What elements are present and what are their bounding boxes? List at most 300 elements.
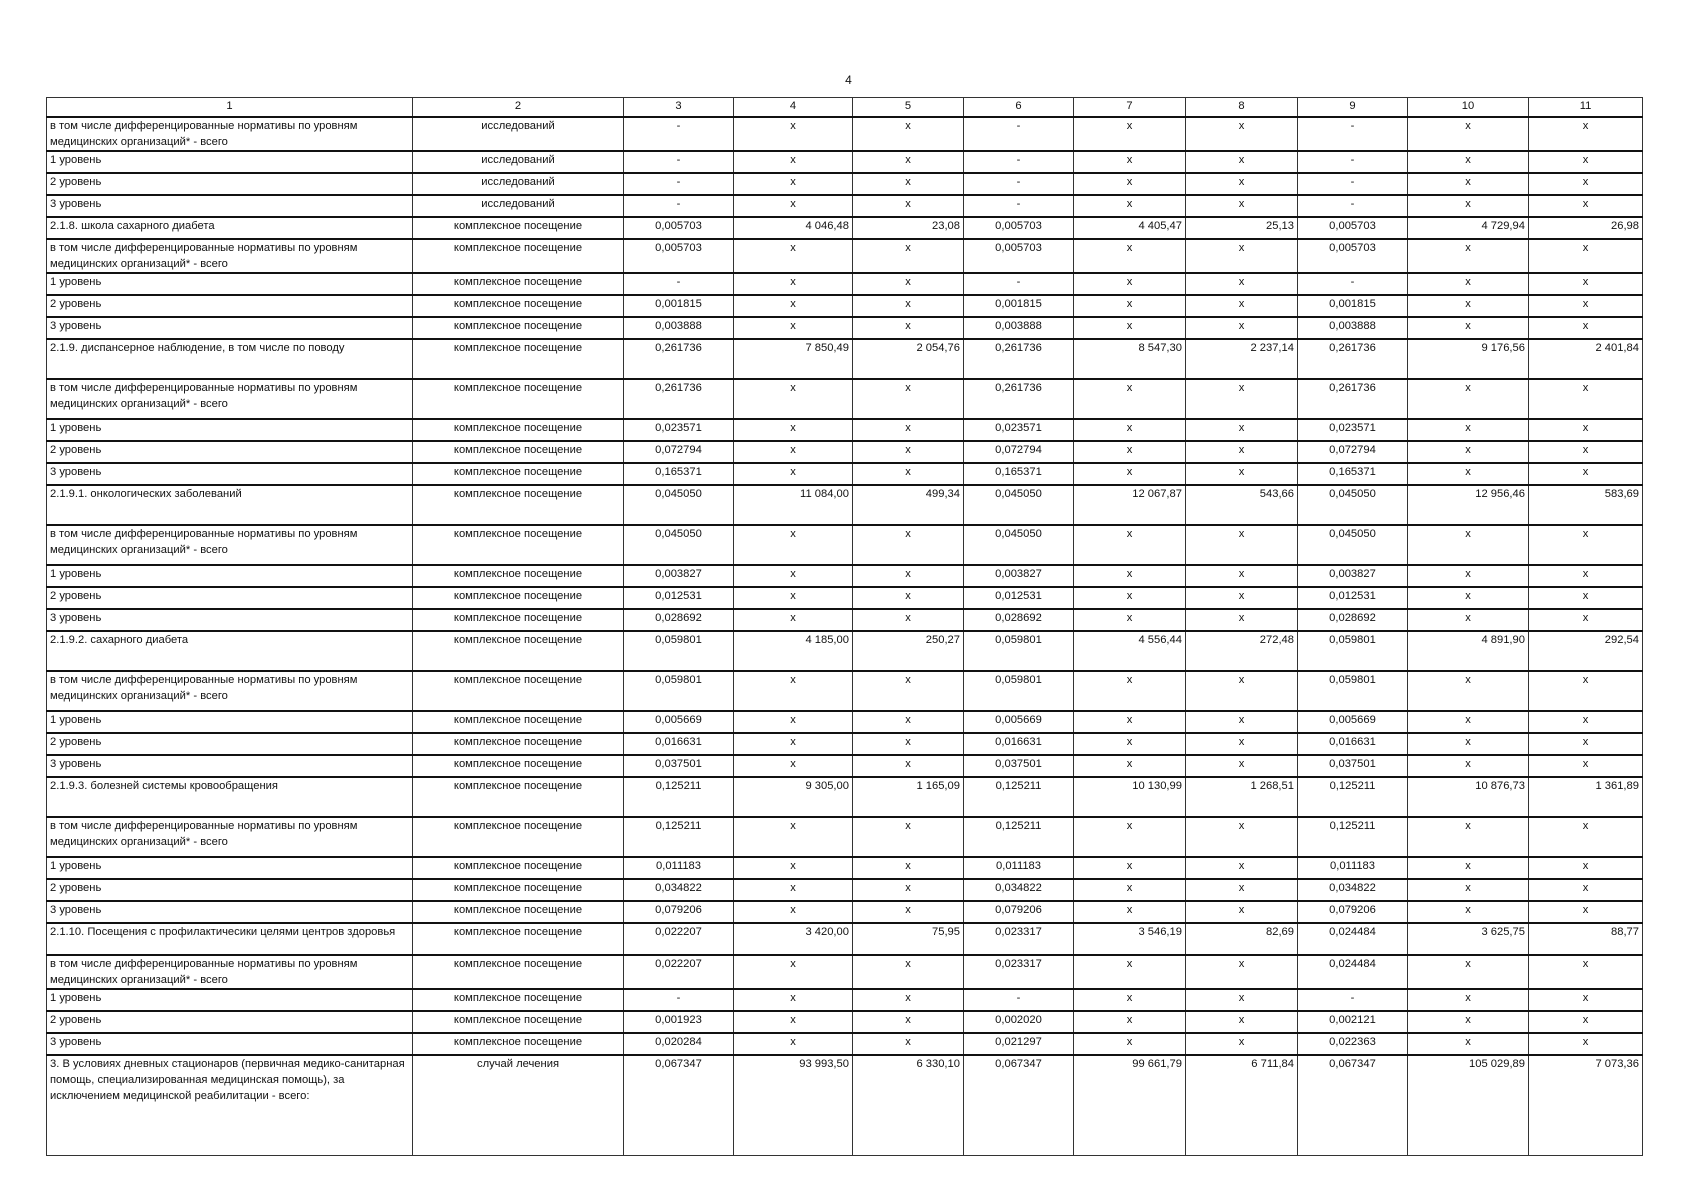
value-cell: х [1408, 879, 1529, 901]
value-cell: х [1074, 317, 1186, 339]
column-number: 7 [1074, 98, 1186, 118]
unit-cell: комплексное посещение [413, 485, 624, 525]
value-cell: 0,059801 [624, 671, 734, 711]
unit-cell: комплексное посещение [413, 817, 624, 857]
table-row [47, 339, 1643, 379]
value-cell: х [1074, 901, 1186, 923]
value-cell: 583,69 [1529, 485, 1643, 525]
value-cell: 2 237,14 [1186, 339, 1298, 379]
value-cell: 0,067347 [1298, 1055, 1408, 1155]
value-cell: х [1186, 817, 1298, 857]
value-cell: х [734, 441, 853, 463]
value-cell: 0,023571 [1298, 419, 1408, 441]
value-cell: х [853, 989, 964, 1011]
value-cell: х [1529, 587, 1643, 609]
table-row [47, 631, 1643, 671]
value-cell: 0,023571 [624, 419, 734, 441]
value-cell: 7 073,36 [1529, 1055, 1643, 1155]
unit-cell: комплексное посещение [413, 989, 624, 1011]
value-cell: х [1074, 755, 1186, 777]
value-cell: х [734, 239, 853, 273]
value-cell: 0,079206 [624, 901, 734, 923]
value-cell: х [853, 117, 964, 151]
value-cell: х [1529, 195, 1643, 217]
value-cell: 88,77 [1529, 923, 1643, 955]
value-cell: х [1529, 609, 1643, 631]
row-label-cell: в том числе дифференцированные нормативы по уровням медицинских организаций* - всего [47, 525, 413, 565]
value-cell: х [1074, 733, 1186, 755]
value-cell: 0,261736 [964, 339, 1074, 379]
value-cell: х [1074, 671, 1186, 711]
value-cell: 10 130,99 [1074, 777, 1186, 817]
value-cell: 25,13 [1186, 217, 1298, 239]
value-cell: х [734, 711, 853, 733]
table-row [47, 711, 1643, 733]
value-cell: 0,021297 [964, 1033, 1074, 1055]
value-cell: 0,079206 [964, 901, 1074, 923]
table-row [47, 955, 1643, 989]
row-label-cell: в том числе дифференцированные нормативы по уровням медицинских организаций* - всего [47, 117, 413, 151]
value-cell: 1 165,09 [853, 777, 964, 817]
value-cell: х [1074, 857, 1186, 879]
value-cell: х [1074, 879, 1186, 901]
value-cell: х [853, 901, 964, 923]
unit-cell: комплексное посещение [413, 273, 624, 295]
value-cell: х [1529, 173, 1643, 195]
unit-cell: комплексное посещение [413, 419, 624, 441]
table-row [47, 901, 1643, 923]
value-cell: х [1529, 711, 1643, 733]
value-cell: 0,022207 [624, 955, 734, 989]
value-cell: х [1529, 295, 1643, 317]
value-cell: 0,005703 [1298, 217, 1408, 239]
value-cell: х [1186, 755, 1298, 777]
value-cell: 82,69 [1186, 923, 1298, 955]
value-cell: - [964, 195, 1074, 217]
value-cell: х [734, 817, 853, 857]
value-cell: 0,005703 [964, 217, 1074, 239]
column-number: 8 [1186, 98, 1298, 118]
value-cell: 0,005703 [964, 239, 1074, 273]
value-cell: х [1074, 195, 1186, 217]
unit-cell: комплексное посещение [413, 1011, 624, 1033]
row-label-cell: в том числе дифференцированные нормативы по уровням медицинских организаций* - всего [47, 955, 413, 989]
value-cell: х [1529, 817, 1643, 857]
value-cell: 12 067,87 [1074, 485, 1186, 525]
value-cell: х [1529, 755, 1643, 777]
value-cell: 12 956,46 [1408, 485, 1529, 525]
value-cell: 0,125211 [624, 817, 734, 857]
table-row [47, 525, 1643, 565]
value-cell: х [1074, 441, 1186, 463]
value-cell: 4 185,00 [734, 631, 853, 671]
value-cell: х [1186, 857, 1298, 879]
value-cell: х [1529, 317, 1643, 339]
value-cell: х [1074, 419, 1186, 441]
table-row [47, 173, 1643, 195]
value-cell: х [853, 525, 964, 565]
value-cell: х [1408, 273, 1529, 295]
value-cell: х [1529, 441, 1643, 463]
value-cell: х [1408, 151, 1529, 173]
value-cell: х [853, 173, 964, 195]
row-label-cell: в том числе дифференцированные нормативы по уровням медицинских организаций* - всего [47, 379, 413, 419]
value-cell: 0,125211 [964, 817, 1074, 857]
value-cell: х [1408, 117, 1529, 151]
value-cell: х [853, 711, 964, 733]
value-cell: 1 361,89 [1529, 777, 1643, 817]
value-cell: х [1408, 239, 1529, 273]
value-cell: х [1186, 1011, 1298, 1033]
value-cell: 0,059801 [964, 631, 1074, 671]
row-label-cell: 2.1.10. Посещения с профилактичесики целями центров здоровья [47, 923, 413, 955]
row-label-cell: 3 уровень [47, 317, 413, 339]
value-cell: 9 305,00 [734, 777, 853, 817]
value-cell: х [853, 195, 964, 217]
value-cell: х [1408, 1011, 1529, 1033]
value-cell: 0,165371 [1298, 463, 1408, 485]
column-number: 11 [1529, 98, 1643, 118]
value-cell: 0,028692 [1298, 609, 1408, 631]
value-cell: х [1408, 173, 1529, 195]
column-number-row [47, 98, 1643, 118]
value-cell: х [853, 609, 964, 631]
unit-cell: комплексное посещение [413, 923, 624, 955]
row-label-cell: 2.1.9. диспансерное наблюдение, в том числе по поводу [47, 339, 413, 379]
value-cell: х [734, 901, 853, 923]
row-label-cell: 3 уровень [47, 609, 413, 631]
table-row [47, 587, 1643, 609]
row-label-cell: 2.1.9.1. онкологических заболеваний [47, 485, 413, 525]
value-cell: 4 891,90 [1408, 631, 1529, 671]
value-cell: х [734, 463, 853, 485]
value-cell: х [1529, 463, 1643, 485]
value-cell: х [1529, 565, 1643, 587]
value-cell: 0,011183 [624, 857, 734, 879]
unit-cell: исследований [413, 195, 624, 217]
value-cell: 23,08 [853, 217, 964, 239]
value-cell: 0,022363 [1298, 1033, 1408, 1055]
value-cell: 0,079206 [1298, 901, 1408, 923]
value-cell: х [1529, 857, 1643, 879]
value-cell: 0,023317 [964, 955, 1074, 989]
value-cell: 26,98 [1529, 217, 1643, 239]
value-cell: 0,003827 [1298, 565, 1408, 587]
value-cell: х [734, 419, 853, 441]
unit-cell: комплексное посещение [413, 295, 624, 317]
value-cell: х [1408, 525, 1529, 565]
value-cell: 0,001815 [964, 295, 1074, 317]
value-cell: 0,045050 [964, 485, 1074, 525]
value-cell: х [853, 317, 964, 339]
value-cell: 0,001815 [624, 295, 734, 317]
value-cell: 4 556,44 [1074, 631, 1186, 671]
value-cell: х [1408, 609, 1529, 631]
value-cell: 0,072794 [1298, 441, 1408, 463]
value-cell: - [1298, 173, 1408, 195]
value-cell: х [1529, 671, 1643, 711]
value-cell: х [1074, 587, 1186, 609]
unit-cell: комплексное посещение [413, 901, 624, 923]
value-cell: 0,125211 [1298, 817, 1408, 857]
value-cell: х [734, 671, 853, 711]
unit-cell: случай лечения [413, 1055, 624, 1155]
value-cell: - [624, 117, 734, 151]
value-cell: 0,045050 [624, 525, 734, 565]
unit-cell: комплексное посещение [413, 463, 624, 485]
value-cell: 2 054,76 [853, 339, 964, 379]
value-cell: 1 268,51 [1186, 777, 1298, 817]
value-cell: 4 046,48 [734, 217, 853, 239]
value-cell: х [1186, 525, 1298, 565]
value-cell: х [1408, 817, 1529, 857]
table-row [47, 317, 1643, 339]
value-cell: х [1074, 173, 1186, 195]
row-label-cell: 2 уровень [47, 587, 413, 609]
value-cell: х [853, 857, 964, 879]
value-cell: х [1529, 879, 1643, 901]
value-cell: 0,028692 [624, 609, 734, 631]
row-label-cell: 3. В условиях дневных стационаров (первичная медико-санитарная помощь, специализированная медицинская помощь), за исключением медицинской реабилитации - всего: [47, 1055, 413, 1155]
value-cell: 0,072794 [964, 441, 1074, 463]
value-cell: 3 420,00 [734, 923, 853, 955]
table-row [47, 733, 1643, 755]
value-cell: 0,023317 [964, 923, 1074, 955]
value-cell: х [1186, 1033, 1298, 1055]
unit-cell: комплексное посещение [413, 777, 624, 817]
column-number: 4 [734, 98, 853, 118]
value-cell: 0,037501 [964, 755, 1074, 777]
row-label-cell: 2.1.9.2. сахарного диабета [47, 631, 413, 671]
value-cell: 93 993,50 [734, 1055, 853, 1155]
value-cell: х [1074, 1011, 1186, 1033]
value-cell: х [1408, 441, 1529, 463]
value-cell: 0,067347 [964, 1055, 1074, 1155]
table-row [47, 463, 1643, 485]
value-cell: 0,059801 [624, 631, 734, 671]
value-cell: х [1529, 955, 1643, 989]
value-cell: х [853, 151, 964, 173]
value-cell: 0,003827 [624, 565, 734, 587]
row-label-cell: 2 уровень [47, 1011, 413, 1033]
row-label-cell: 3 уровень [47, 1033, 413, 1055]
value-cell: 0,165371 [624, 463, 734, 485]
value-cell: 0,003888 [964, 317, 1074, 339]
value-cell: - [1298, 273, 1408, 295]
value-cell: х [1074, 379, 1186, 419]
unit-cell: комплексное посещение [413, 317, 624, 339]
value-cell: 0,003827 [964, 565, 1074, 587]
unit-cell: комплексное посещение [413, 755, 624, 777]
value-cell: х [853, 295, 964, 317]
value-cell: 0,261736 [1298, 339, 1408, 379]
table-row [47, 879, 1643, 901]
table-row [47, 671, 1643, 711]
value-cell: х [734, 273, 853, 295]
value-cell: 75,95 [853, 923, 964, 955]
value-cell: х [1408, 1033, 1529, 1055]
value-cell: х [734, 879, 853, 901]
value-cell: х [1408, 587, 1529, 609]
value-cell: 0,059801 [1298, 631, 1408, 671]
value-cell: 0,003888 [624, 317, 734, 339]
row-label-cell: 1 уровень [47, 419, 413, 441]
unit-cell: комплексное посещение [413, 1033, 624, 1055]
value-cell: х [734, 733, 853, 755]
value-cell: х [1408, 901, 1529, 923]
row-label-cell: 1 уровень [47, 857, 413, 879]
value-cell: 6 330,10 [853, 1055, 964, 1155]
value-cell: 0,261736 [624, 379, 734, 419]
table-row [47, 239, 1643, 273]
value-cell: 11 084,00 [734, 485, 853, 525]
value-cell: 0,261736 [1298, 379, 1408, 419]
value-cell: х [734, 317, 853, 339]
value-cell: х [734, 857, 853, 879]
table-row [47, 151, 1643, 173]
value-cell: х [734, 587, 853, 609]
value-cell: 0,005669 [624, 711, 734, 733]
table-row [47, 217, 1643, 239]
value-cell: - [1298, 989, 1408, 1011]
value-cell: 0,034822 [624, 879, 734, 901]
value-cell: х [1186, 879, 1298, 901]
value-cell: х [853, 733, 964, 755]
unit-cell: комплексное посещение [413, 609, 624, 631]
table-row [47, 295, 1643, 317]
value-cell: 0,001923 [624, 1011, 734, 1033]
unit-cell: комплексное посещение [413, 339, 624, 379]
value-cell: х [1529, 525, 1643, 565]
value-cell: - [964, 273, 1074, 295]
column-number: 1 [47, 98, 413, 118]
value-cell: 0,261736 [624, 339, 734, 379]
value-cell: 0,125211 [1298, 777, 1408, 817]
value-cell: 4 729,94 [1408, 217, 1529, 239]
unit-cell: комплексное посещение [413, 217, 624, 239]
value-cell: х [1074, 1033, 1186, 1055]
row-label-cell: 3 уровень [47, 195, 413, 217]
value-cell: х [1408, 733, 1529, 755]
value-cell: х [1074, 151, 1186, 173]
value-cell: 0,012531 [624, 587, 734, 609]
table-row [47, 817, 1643, 857]
value-cell: х [1408, 195, 1529, 217]
value-cell: х [1186, 379, 1298, 419]
row-label-cell: 2 уровень [47, 733, 413, 755]
value-cell: х [1186, 733, 1298, 755]
value-cell: 0,034822 [1298, 879, 1408, 901]
value-cell: 7 850,49 [734, 339, 853, 379]
value-cell: х [734, 117, 853, 151]
value-cell: х [1186, 609, 1298, 631]
value-cell: х [1186, 317, 1298, 339]
value-cell: 0,024484 [1298, 955, 1408, 989]
row-label-cell: 2 уровень [47, 879, 413, 901]
value-cell: х [1186, 587, 1298, 609]
value-cell: х [1074, 295, 1186, 317]
table-row [47, 195, 1643, 217]
value-cell: х [1186, 151, 1298, 173]
table-row [47, 857, 1643, 879]
value-cell: х [1186, 955, 1298, 989]
value-cell: х [1074, 989, 1186, 1011]
table-row [47, 485, 1643, 525]
value-cell: 0,005703 [624, 239, 734, 273]
value-cell: 0,045050 [1298, 485, 1408, 525]
value-cell: х [1408, 711, 1529, 733]
value-cell: 0,045050 [1298, 525, 1408, 565]
value-cell: 0,012531 [1298, 587, 1408, 609]
value-cell: х [853, 955, 964, 989]
unit-cell: комплексное посещение [413, 587, 624, 609]
value-cell: 0,005669 [964, 711, 1074, 733]
value-cell: х [853, 879, 964, 901]
value-cell: 272,48 [1186, 631, 1298, 671]
value-cell: х [1186, 671, 1298, 711]
value-cell: х [1074, 273, 1186, 295]
value-cell: х [1408, 857, 1529, 879]
unit-cell: комплексное посещение [413, 733, 624, 755]
value-cell: х [853, 1011, 964, 1033]
value-cell: х [1186, 173, 1298, 195]
unit-cell: исследований [413, 117, 624, 151]
table-row [47, 923, 1643, 955]
value-cell: 0,067347 [624, 1055, 734, 1155]
table-row [47, 755, 1643, 777]
value-cell: - [624, 173, 734, 195]
table-row [47, 1011, 1643, 1033]
value-cell: х [1408, 989, 1529, 1011]
value-cell: 8 547,30 [1074, 339, 1186, 379]
value-cell: х [1074, 565, 1186, 587]
value-cell: 10 876,73 [1408, 777, 1529, 817]
value-cell: х [1529, 733, 1643, 755]
row-label-cell: 1 уровень [47, 151, 413, 173]
value-cell: х [853, 273, 964, 295]
value-cell: 9 176,56 [1408, 339, 1529, 379]
unit-cell: комплексное посещение [413, 239, 624, 273]
row-label-cell: 1 уровень [47, 711, 413, 733]
unit-cell: комплексное посещение [413, 879, 624, 901]
value-cell: - [1298, 151, 1408, 173]
value-cell: х [1408, 379, 1529, 419]
value-cell: х [1074, 239, 1186, 273]
value-cell: 0,028692 [964, 609, 1074, 631]
column-number: 6 [964, 98, 1074, 118]
value-cell: 0,261736 [964, 379, 1074, 419]
value-cell: х [853, 1033, 964, 1055]
value-cell: х [734, 609, 853, 631]
value-cell: 0,059801 [964, 671, 1074, 711]
value-cell: х [1408, 463, 1529, 485]
value-cell: х [1186, 195, 1298, 217]
value-cell: х [1408, 565, 1529, 587]
value-cell: х [1074, 117, 1186, 151]
table-row [47, 379, 1643, 419]
value-cell: х [734, 1033, 853, 1055]
value-cell: х [1186, 441, 1298, 463]
value-cell: 0,059801 [1298, 671, 1408, 711]
value-cell: х [1186, 419, 1298, 441]
value-cell: х [1186, 295, 1298, 317]
value-cell: - [624, 195, 734, 217]
value-cell: 0,002121 [1298, 1011, 1408, 1033]
value-cell: х [1529, 151, 1643, 173]
table-row [47, 273, 1643, 295]
value-cell: х [1074, 711, 1186, 733]
unit-cell: комплексное посещение [413, 441, 624, 463]
